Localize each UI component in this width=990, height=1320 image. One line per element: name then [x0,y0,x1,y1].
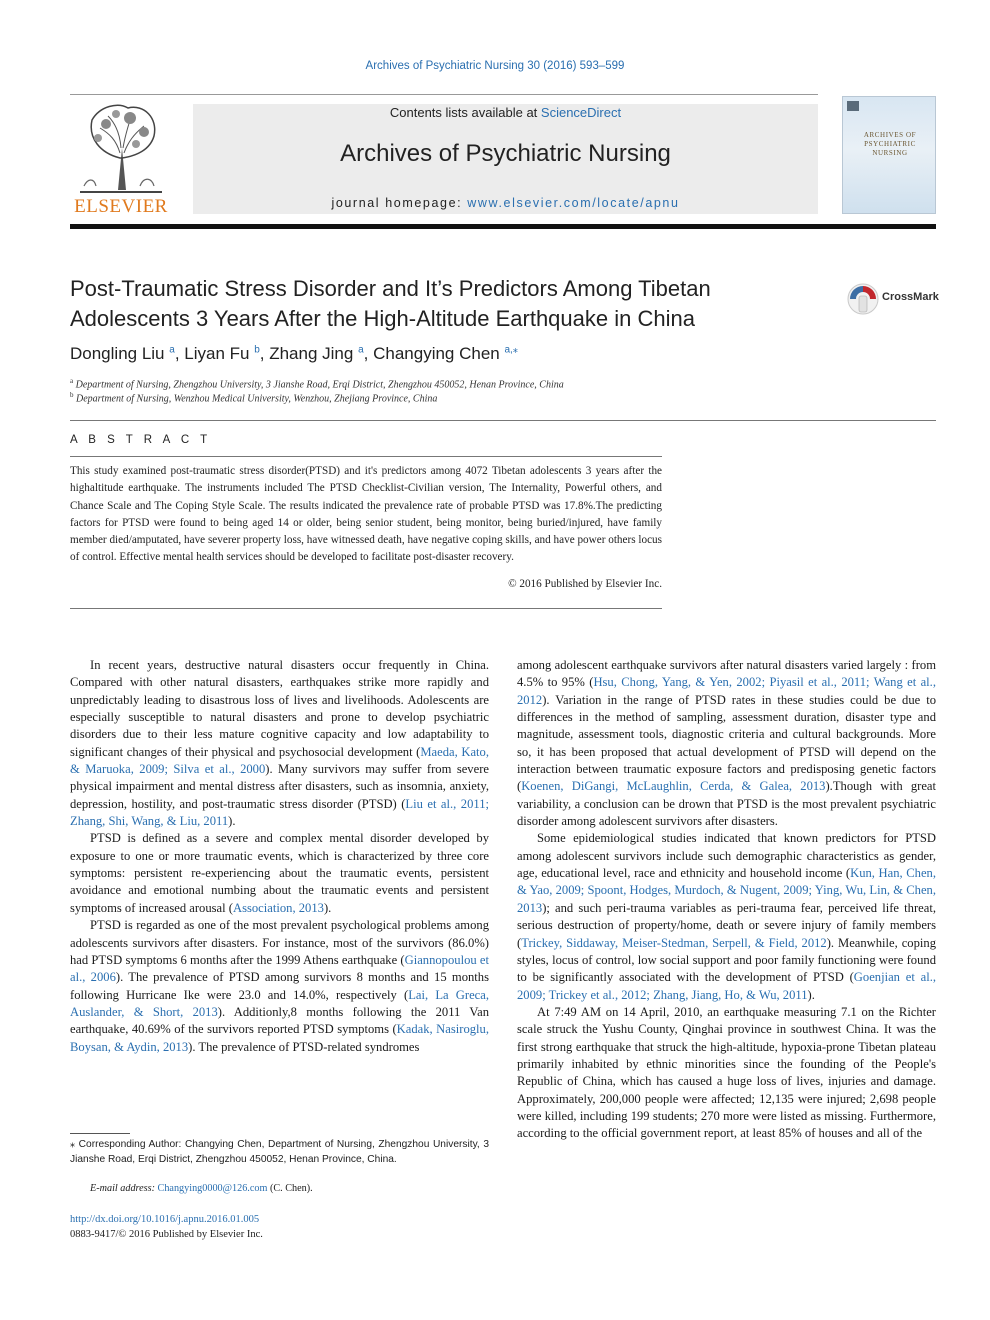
paragraph-text: ). [228,814,236,829]
affiliation-text: Department of Nursing, Zhengzhou University, 3 Jianshe Road, Erqi District, Zhengzhou 450052, Henan Province, China [75,379,564,391]
affiliation-rule [70,420,936,421]
affiliation-b [70,391,930,404]
email-label: E-mail address: [90,1183,158,1194]
email-suffix: (C. Chen). [267,1183,313,1194]
citation-link[interactable]: Giannopoulou et al., 2006 [70,952,489,985]
citation-link[interactable]: Liu et al., 2011; Zhang, Shi, Wang, & Liu, 2011 [70,796,489,829]
author-affiliation-mark[interactable]: b [254,344,260,356]
paragraph [70,917,489,1056]
author-list: Dongling Liu $^a$, Liyan Fu $^b$, Zhang Jing $^a$, Changying Chen $^{a,⁎}$ [70,344,518,363]
affiliation-mark: b [70,391,74,399]
article-title [70,274,790,334]
journal-citation-link[interactable]: Archives of Psychiatric Nursing 30 (2016) 593–599 [365,60,625,72]
paragraph-text: ). Meanwhile, coping styles, locus of control, low social support and poor family functioning were found to be significantly associated with the development of PTSD ( [517,935,936,985]
header-bottom-rule [70,224,936,229]
paragraph-text: At 7:49 AM on 14 April, 2010, an earthquake measuring 7.1 on the Richter scale struck the Yushu County, Qinghai province in southwest China. It was the first strong earthquake that struck the high-altitude, hypoxia-prone Tibetan plateau primarily inhabited by ethnic minorities since the founding of the People's Republic of China, which has caused a huge loss of lives, injuries and damage. Approximately, 200,000 people were affected; 12,135 were injured; 2,698 people were killed, including 199 students; 270 more were listed as missing. Furthermore, according to the official government report, at least 85% of houses and all of the [517,1004,936,1141]
affiliation-text: Department of Nursing, Wenzhou Medical University, Wenzhou, Zhejiang Province, China [76,393,438,405]
paragraph-text: In recent years, destructive natural disasters occur frequently in China. Compared with other natural disasters, earthquakes strike more rapidly and unpredictably leading to disastrous loss of lives and livelihoods. Adolescents are especially susceptible to natural disasters and prone to develop psychiatric disorders due to their less mature cognitive capacity and low adaptability to significant changes of their physical and psychosocial development ( [70,658,489,759]
paragraph-text: ). The prevalence of PTSD-related syndromes [188,1039,420,1054]
citation-link[interactable]: Goenjian et al., 2009; Trickey et al., 2012; Zhang, Jiang, Ho, & Wu, 2011 [517,970,937,1002]
paragraph-text: ). [323,900,332,915]
citation-link[interactable]: Hsu, Chong, Yang, & Yen, 2002; Piyasil et al., 2011; Wang et al., 2012 [517,675,936,707]
paragraph-text: ); and such peri-trauma variables as peri-trauma fear, perceived life threat, serious destruction of property/home, death or severe injury of family members ( [517,900,936,950]
citation-link[interactable]: Trickey, Siddaway, Meiser-Stedman, Serpell, & Field, 2012 [521,935,827,950]
paragraph-text: Some epidemiological studies indicated that known predictors for PTSD among adolescent survivors include such demographic characteristics as gender, age, educational level, race and ethnicity and household income ( [517,831,936,881]
paragraph-text: among adolescent earthquake survivors after natural disasters varied largely : from 4.5% to 95% ( [517,658,936,690]
cover-title: ARCHIVES OF PSYCHIATRIC NURSING [863,131,917,157]
journal-cover-thumbnail[interactable] [842,96,936,214]
cover-publisher-mark [847,101,859,111]
author-affiliation-mark[interactable]: a [358,344,364,356]
email-link[interactable]: Changying0000@126.com [157,1183,268,1194]
email-footnote [70,1183,489,1194]
footnote-rule [70,1133,130,1134]
paragraph [517,657,936,830]
citation-link[interactable]: Association, 2013 [232,900,324,915]
paragraph [517,830,936,1003]
abstract-top-rule [70,456,662,457]
citation-link[interactable]: Koenen, DiGangi, McLaughlin, Cerda, & Galea, 2013 [521,779,826,794]
paragraph-text: ). Variation in the range of PTSD rates in these studies could be due to differences in the method of sampling, assessment duration, disaster type and magnitude, assessment tools, diagnostic criteria and cultural backgrounds. More so, it has been proposed that actual development of PTSD will depend on the interaction between traumatic exposure factors and predisposing genetic factors ( [517,692,936,794]
paragraph-text: ). Many survivors may suffer from severe physical impairment and mental distress after disasters, such as insomnia, anxiety, depression, hostility, and post-traumatic stress disorder (PTSD) ( [70,762,489,811]
abstract-copyright: © 2016 Published by Elsevier Inc. [508,578,662,590]
journal-homepage-link[interactable]: www.elsevier.com/locate/apnu [467,196,680,210]
author-name[interactable]: Zhang Jing [269,344,354,363]
author-affiliation-mark[interactable]: a,⁎ [504,344,518,356]
crossmark-label[interactable]: CrossMark [882,291,939,303]
journal-homepage-line [193,196,818,210]
elsevier-wordmark[interactable]: ELSEVIER [74,196,168,217]
author-name[interactable]: Changying Chen [373,344,500,363]
abstract-bottom-rule [70,608,662,609]
paragraph-text: ). The prevalence of PTSD among survivors 8 months and 15 months following Hurricane Ike were 23.0 and 14.0%, respectively ( [70,970,489,1002]
header-top-rule [70,94,818,95]
article-title-line-2: Adolescents 3 Years After the High-Altitude Earthquake in China [70,306,695,331]
citation-link[interactable]: Kadak, Nasiroglu, Boysan, & Aydin, 2013 [70,1022,490,1054]
paragraph-text: ). Additionly,8 months following the 2011 Van earthquake, 40.69% of the survivors reported PTSD symptoms ( [70,1004,489,1037]
author-name[interactable]: Liyan Fu [184,344,250,363]
issn-copyright-line: 0883-9417/© 2016 Published by Elsevier Inc. [70,1229,263,1240]
body-column-right [517,657,936,1143]
paragraph-text: ). [807,987,815,1002]
article-title-line-1: Post-Traumatic Stress Disorder and It’s Predictors Among Tibetan [70,276,711,301]
corresponding-author-footnote: ⁎ Corresponding Author: Changying Chen, Department of Nursing, Zhengzhou University, 3 Jianshe Road, Erqi District, Zhengzhou 450052, Henan Province, China. [70,1139,489,1165]
author-name[interactable]: Dongling Liu [70,344,165,363]
abstract-heading: A B S T R A C T [70,434,212,446]
contents-prefix: Contents lists available at [389,105,541,120]
citation-link[interactable]: Kun, Han, Chen, & Yao, 2009; Spoont, Hodges, Murdoch, & Nugent, 2009; Ying, Wu, Lin, & Chen, 2013 [517,866,937,915]
paragraph [517,1004,936,1143]
affiliation-a [70,377,930,390]
paragraph-text: ).Though with great variability, a conclusion can be drown that PTSD is the most prevalent psychiatric disorder among adolescent survivors after disasters. [517,779,937,829]
homepage-prefix: journal homepage: [331,196,468,210]
citation-link[interactable]: Lai, La Greca, Auslander, & Short, 2013 [70,987,489,1019]
paragraph [70,830,489,917]
paragraph-text: PTSD is defined as a severe and complex mental disorder developed by exposure to one or more traumatic events, which is characterized by three core symptoms: persistent re-experiencing about the traumatic events, persistent avoidance and emotional numbing about the traumatic events and persistent symptoms of increased arousal ( [70,831,489,915]
sciencedirect-link[interactable]: ScienceDirect [540,105,622,120]
author-affiliation-mark[interactable]: a [169,344,175,356]
body-column-left [70,657,489,1056]
abstract-text: This study examined post-traumatic stress disorder(PTSD) and it's predictors among 4072 Tibetan adolescents 3 years after the highaltitude earthquake. The instruments included The PTSD Checklist-Civilian version, The Internality, Powerful others, and Chance Scale and The Coping Style Scale. The results indicated the prevalence rate of probable PTSD was 17.8%.The predicting factors for PTSD were found to being aged 14 or older, being senior student, being monitor, being buried/injured, have family member died/amputated, have severer property loss, have witnessed death, have negative coping skills, and have power others locus of control. Effective mental health services should be developed to facilitate post-disaster recovery. [70,465,662,564]
contents-available-line [193,105,818,120]
citation-link[interactable]: Maeda, Kato, & Maruoka, 2009; Silva et al., 2000 [70,744,489,777]
paragraph [70,657,489,830]
paragraph-text: PTSD is regarded as one of the most prevalent psychological problems among adolescents survivors after disasters. For instance, most of the survivors (86.0%) had PTSD symptoms 6 months after the 1999 Athens earthquake ( [70,918,489,967]
doi-link[interactable]: http://dx.doi.org/10.1016/j.apnu.2016.01.005 [70,1214,260,1225]
affiliation-mark: a [70,377,74,385]
journal-title: Archives of Psychiatric Nursing [340,140,671,167]
